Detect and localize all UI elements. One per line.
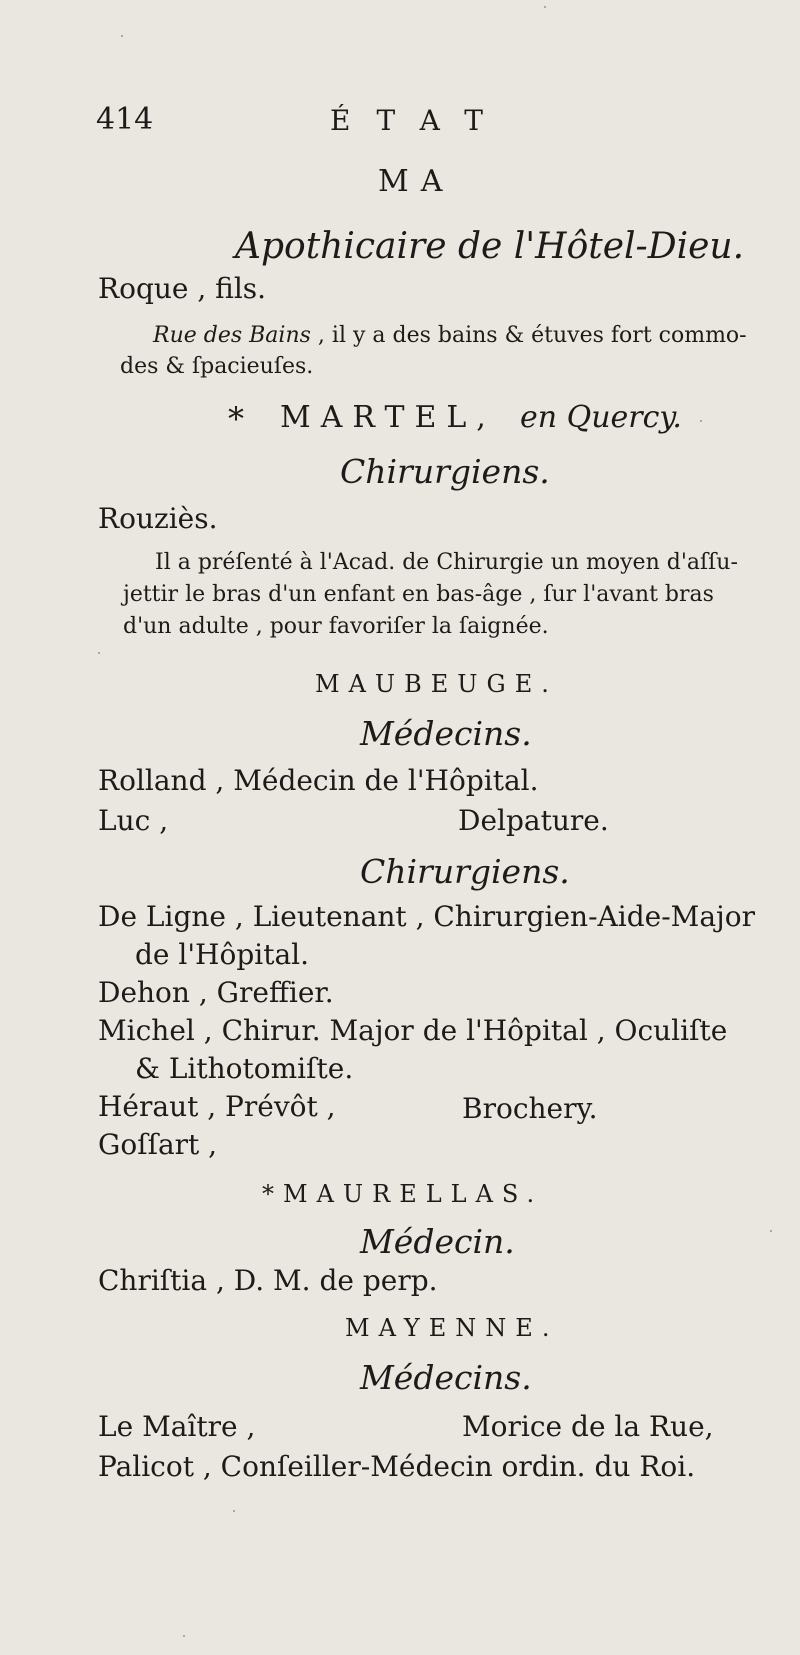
entry-morice: Morice de la Rue, [462, 1410, 714, 1443]
running-title: ÉTAT [330, 104, 509, 137]
entry-le-maitre: Le Maître , [98, 1410, 256, 1443]
note-line: Rue des Bains , il y a des bains & étuves fort commo- [153, 323, 747, 348]
town-maubeuge: MAUBEUGE. [315, 670, 558, 698]
entry-de-ligne: De Ligne , Lieutenant , Chirurgien-Aide-Major [98, 900, 755, 933]
note-line: jettir le bras d'un enfant en bas-âge , ſur l'avant bras [123, 582, 714, 607]
entry-delpature: Delpature. [458, 804, 609, 837]
page-number: 414 [96, 102, 154, 137]
note-line: Il a préſenté à l'Acad. de Chirurgie un moyen d'aſſu- [155, 550, 738, 575]
note-line: d'un adulte , pour favoriſer la ſaignée. [123, 614, 549, 639]
town-martel: MARTEL, [280, 400, 496, 435]
paper-speck [233, 1510, 235, 1512]
entry-brochery: Brochery. [462, 1092, 598, 1125]
heading-medecins: Médecins. [360, 714, 532, 753]
entry-gossart: Goſſart , [98, 1128, 218, 1161]
paper-speck [98, 652, 100, 654]
star-marker: * [228, 400, 244, 438]
paper-speck [700, 420, 702, 422]
paper-speck [544, 6, 546, 8]
heading-chirurgiens-2: Chirurgiens. [360, 852, 570, 891]
entry-rolland: Rolland , Médecin de l'Hôpital. [98, 764, 539, 797]
town-maurellas: *MAURELLAS. [262, 1180, 544, 1208]
entry-michel: Michel , Chirur. Major de l'Hôpital , Oculiſte [98, 1014, 728, 1047]
entry-roque: Roque , fils. [98, 272, 267, 305]
paper-speck [121, 35, 123, 37]
entry-christia: Chriſtia , D. M. de perp. [98, 1264, 438, 1297]
heading-medecins-2: Médecins. [360, 1358, 532, 1397]
town-mayenne: MAYENNE. [345, 1314, 559, 1342]
entry-luc: Luc , [98, 804, 169, 837]
heading-apothicaire: Apothicaire de l'Hôtel-Dieu. [235, 226, 745, 267]
note-rest: , il y a des bains & étuves fort commo- [310, 323, 747, 348]
entry-rouzies: Rouziès. [98, 502, 218, 535]
entry-michel-cont: & Lithotomiſte. [135, 1052, 354, 1085]
entry-palicot: Palicot , Conſeiller-Médecin ordin. du Roi. [98, 1450, 696, 1483]
heading-medecin: Médecin. [360, 1222, 515, 1261]
entry-de-ligne-cont: de l'Hôpital. [135, 938, 310, 971]
paper-speck [183, 1635, 185, 1637]
entry-dehon: Dehon , Greffier. [98, 976, 334, 1009]
entry-heraut: Héraut , Prévôt , [98, 1090, 336, 1123]
heading-chirurgiens: Chirurgiens. [340, 452, 550, 491]
section-letters: MA [378, 164, 455, 199]
town-region: en Quercy. [520, 400, 682, 435]
note-line: des & ſpacieuſes. [120, 354, 314, 379]
paper-speck [770, 1230, 772, 1232]
